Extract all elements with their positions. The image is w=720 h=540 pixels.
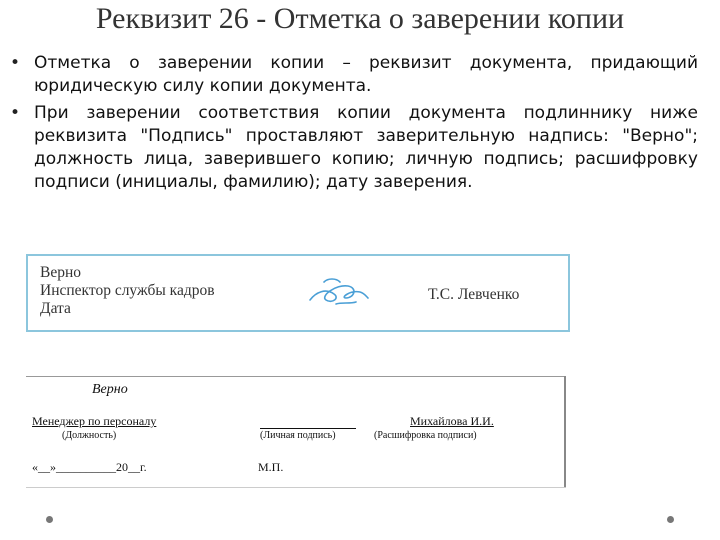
certification-sample-1: [26, 254, 570, 332]
bullet-text: Отметка о заверении копии – реквизит документа, придающий юридическую силу копии документа.: [34, 53, 698, 96]
handwritten-signature-icon: [306, 274, 370, 310]
sample2-signature-caption: (Личная подпись): [260, 430, 336, 441]
bullet-item: [10, 102, 698, 194]
sample1-date-label: Дата: [40, 300, 71, 317]
sample2-bottom-border: [26, 487, 566, 488]
sample2-right-border: [564, 376, 566, 488]
sample1-position: Инспектор службы кадров: [40, 282, 215, 299]
sample1-left-block: [40, 264, 215, 318]
bullet-dot-icon: •: [10, 103, 21, 123]
sample2-position-caption: (Должность): [62, 430, 117, 441]
sample2-stamp-place: М.П.: [258, 460, 284, 474]
sample2-verno: Верно: [92, 382, 128, 397]
sample2-signer-name: Михайлова И.И.: [410, 414, 494, 428]
sample2-date: «__»__________20__г.: [32, 460, 147, 474]
slide-title: Реквизит 26 - Отметка о заверении копии: [95, 2, 625, 35]
slide-decor-dot-left: [46, 516, 53, 523]
bullet-text: При заверении соответствия копии документа подлиннику ниже реквизита "Подпись" проставляют заверительную надпись: "Верно"; должность лица, заверившего копию; личную подпись; расшифровку подписи (инициалы, фамилию); дату заверения.: [34, 103, 698, 192]
sample2-position: Менеджер по персоналу: [32, 414, 157, 428]
sample2-name-caption: (Расшифровка подписи): [374, 430, 477, 441]
sample2-top-border: [26, 376, 566, 377]
sample2-signature-line: [260, 428, 356, 429]
certification-sample-2: [26, 376, 566, 488]
sample1-signature-name: Т.С. Левченко: [428, 286, 520, 303]
bullet-dot-icon: •: [10, 53, 21, 73]
bullet-list: [10, 52, 698, 198]
sample1-verno: Верно: [40, 264, 82, 281]
slide-decor-dot-right: [667, 516, 674, 523]
bullet-item: [10, 52, 698, 98]
